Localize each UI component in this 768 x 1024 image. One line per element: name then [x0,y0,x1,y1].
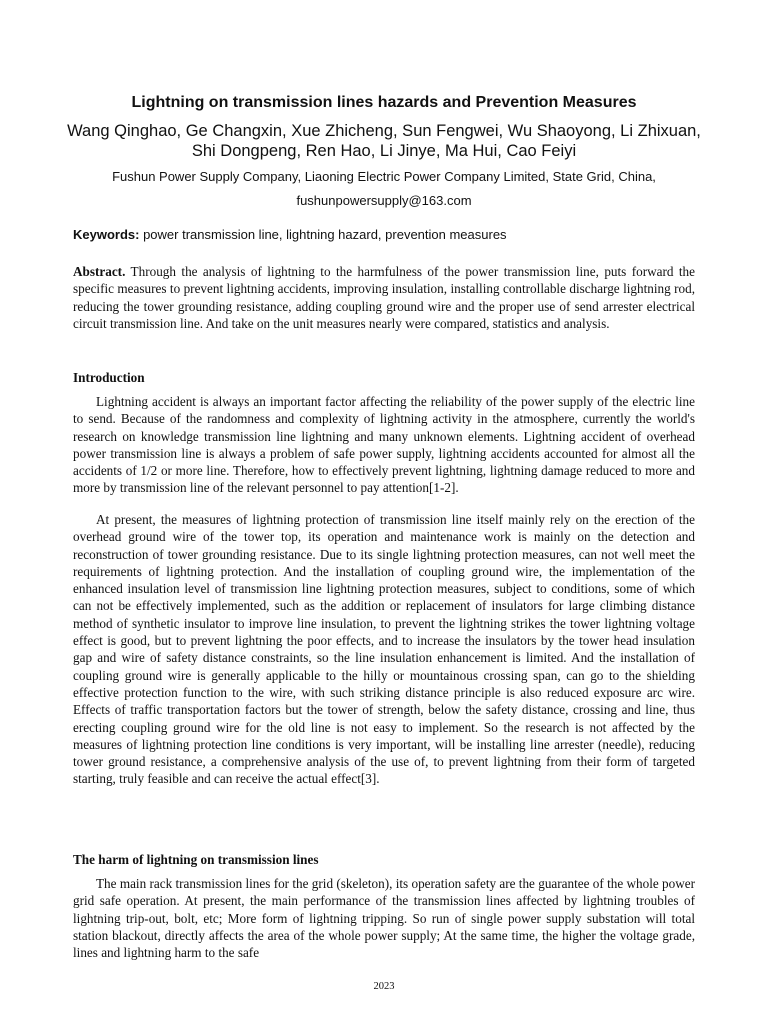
author-list: Wang Qinghao, Ge Changxin, Xue Zhicheng, Sun Fengwei, Wu Shaoyong, Li Zhixuan, Shi Dongpeng, Ren Hao, Li Jinye, Ma Hui, Cao Feiyi [67,122,701,160]
keywords-text: power transmission line, lightning hazard, prevention measures [139,227,507,242]
body-paragraph: Lightning accident is always an important factor affecting the reliability of the power supply of the electric line to send. Because of the randomness and complexity of lightning activity in the atmosphere, currently the world's research on knowledge transmission line lightning and many unknown elements. Lightning accident of overhead power transmission line is always a problem of safe power supply, lightning accidents accounted for almost all the accidents of 1/2 or more line. Therefore, how to effectively prevent lightning, lightning damage reduced to more and more by transmission line of the relevant personnel to pay attention[1-2]. [73,394,695,496]
abstract [73,263,695,332]
abstract-text: Through the analysis of lightning to the harmfulness of the power transmission line, puts forward the specific measures to prevent lightning accidents, improving insulation, installing controllable discharge lightning rod, reducing the tower grounding resistance, adding coupling ground wire and the proper use of send arrester electrical circuit transmission line. And take on the unit measures nearly were compared, statistics and analysis. [73,264,695,331]
section-heading-harm: The harm of lightning on transmission lines [73,852,319,867]
body-paragraph: The main rack transmission lines for the grid (skeleton), its operation safety are the guarantee of the whole power grid safe operation. At present, the main performance of the transmission lines affected by lightning troubles of lightning trip-out, bolt, etc; More form of lightning tripping. So run of single power supply substation will total station blackout, directly affects the area of the whole power supply; At the same time, the higher the voltage grade, lines and lightning harm to the safe [73,876,695,961]
contact-email: fushunpowersupply@163.com [296,193,472,208]
abstract-label: Abstract. [73,264,126,279]
keywords [73,226,695,244]
page-number: 2023 [373,981,395,992]
keywords-label: Keywords: [73,227,140,242]
section-heading-introduction: Introduction [73,370,145,385]
paper-title: Lightning on transmission lines hazards and Prevention Measures [131,94,637,111]
affiliation: Fushun Power Supply Company, Liaoning Electric Power Company Limited, State Grid, China, [112,169,656,184]
body-paragraph: At present, the measures of lightning protection of transmission line itself mainly rely on the erection of the overhead ground wire of the tower top, its operation and maintenance work is mainly on the detection and reconstruction of tower grounding resistance. Due to its single lightning protection measures, can not well meet the requirements of lightning protection. And the installation of coupling ground wire, the implementation of the enhanced insulation level of transmission line lightning protection measures, subject to conditions, some of which can not be effectively implemented, such as the addition or replacement of insulators for large climbing distance method of synthetic insulator to improve line insulation, to prevent the lightning strikes the tower lightning voltage effect is good, but to prevent lightning the poor effects, and to increase the insulators by the tower head insulation gap and wire of safety distance constraints, so the line insulation enhancement is limited. And the installation of coupling ground wire is generally applicable to the hilly or mountainous crossing span, can go to the shielding effective protection function to the wire, with such striking distance principle is also reduced exposure arc wire. Effects of traffic transportation factors but the tower of strength, below the safety distance, crossing and line, thus erecting coupling ground wire for the old line is not easy to implement. So the research is not affected by the measures of lightning protection line conditions is very important, will be installing line arrester (needle), reducing tower ground resistance, a comprehensive analysis of the use of, to prevent lightning from their form of targeted starting, truly feasible and can receive the actual effect[3]. [73,512,695,787]
affiliation-block [60,165,708,213]
